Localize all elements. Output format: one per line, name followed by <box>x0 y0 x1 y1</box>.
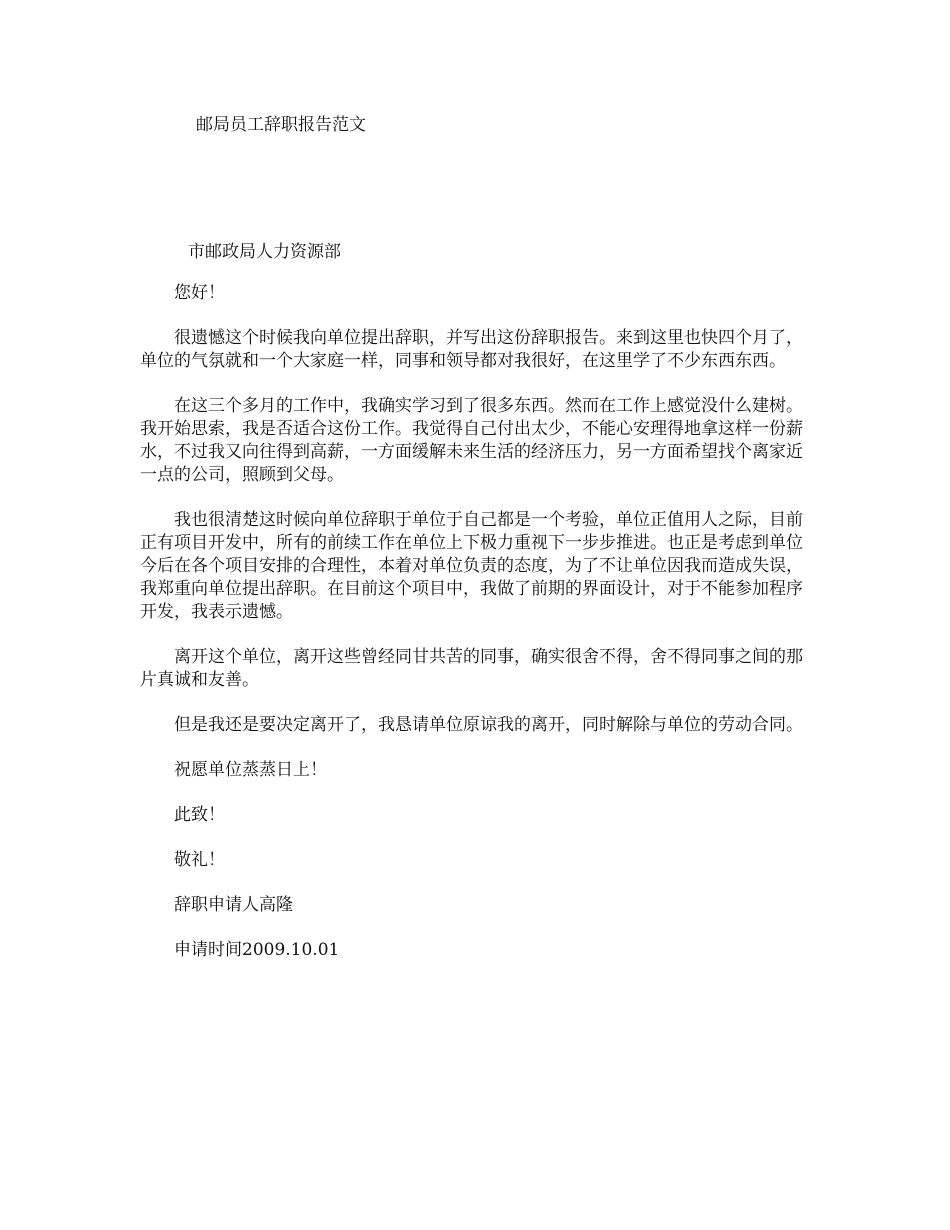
letter-body <box>140 282 816 984</box>
paragraph-1: 很遗憾这个时候我向单位提出辞职，并写出这份辞职报告。来到这里也快四个月了，单位的气氛就和一个大家庭一样，同事和领导都对我很好，在这里学了不少东西东西。 <box>140 328 803 371</box>
closing-line-2: 敬礼！ <box>174 850 225 870</box>
greeting: 您好！ <box>174 283 225 303</box>
document-title: 邮局员工辞职报告范文 <box>196 115 366 135</box>
recipient-line: 市邮政局人力资源部 <box>188 242 341 262</box>
paragraph-4: 离开这个单位，离开这些曾经同甘共苦的同事，确实很舍不得，舍不得同事之间的那片真诚和友善。 <box>140 647 803 690</box>
date-line: 申请时间2009.10.01 <box>174 940 340 960</box>
wish-line: 祝愿单位蒸蒸日上！ <box>174 760 327 780</box>
paragraph-5: 但是我还是要决定离开了，我恳请单位原谅我的离开，同时解除与单位的劳动合同。 <box>174 715 803 735</box>
paragraph-3: 我也很清楚这时候向单位辞职于单位于自己都是一个考验，单位正值用人之际，目前正有项目开发中，所有的前续工作在单位上下极力重视下一步步推进。也正是考虑到单位今后在各个项目安排的合理性，本着对单位负责的态度，为了不让单位因我而造成失误，我郑重向单位提出辞职。在目前这个项目中，我做了前期的界面设计，对于不能参加程序开发，我表示遗憾。 <box>140 510 803 622</box>
closing-line-1: 此致！ <box>174 805 225 825</box>
paragraph-2: 在这三个多月的工作中，我确实学习到了很多东西。然而在工作上感觉没什么建树。我开始思索，我是否适合这份工作。我觉得自己付出太少，不能心安理得地拿这样一份薪水，不过我又向往得到高薪，一方面缓解未来生活的经济压力，另一方面希望找个离家近一点的公司，照顾到父母。 <box>140 396 803 485</box>
signature-line: 辞职申请人高隆 <box>174 895 293 915</box>
